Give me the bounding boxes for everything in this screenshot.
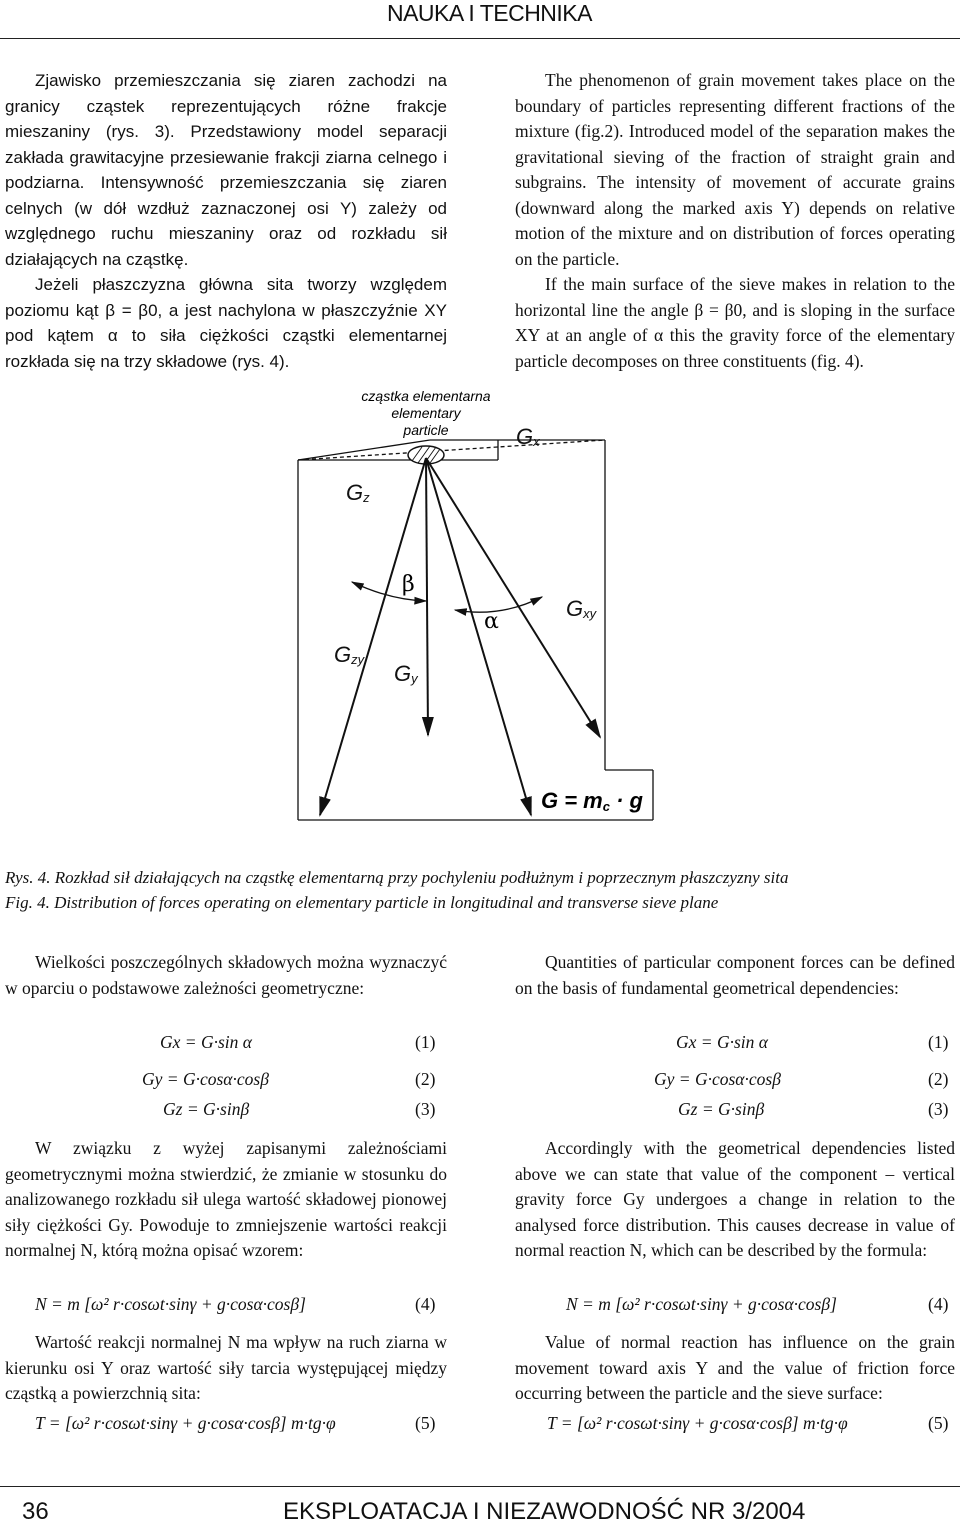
left-eq3: Gz = G·sinβ	[163, 1099, 250, 1119]
left-after-n	[5, 1330, 447, 1407]
left-after-eq	[5, 1136, 447, 1264]
right-eq2-num: (2)	[928, 1069, 949, 1089]
gy-vector	[426, 458, 428, 735]
left-paragraph-1: Zjawisko przemieszczania się ziaren zachodzi na granicy cząstek reprezentujących różne frakcje mieszaniny (rys. 3). Przedstawiony model separacji zakłada grawitacyjne przesiewanie frakcji ziarna celnego i podziarna. Intensywność przemieszczania się ziaren celnych (w dół wzdłuż zaznaczonej osi Y) zależy od względnego ruchu mieszaniny oraz od rozkładu sił działających na cząstkę.	[5, 71, 447, 269]
right-after-n-text: Value of normal reaction has influence on the grain movement toward axis Y and the value of friction force occurring between the particle and the sieve surface:	[515, 1332, 955, 1403]
right-paragraph-1: The phenomenon of grain movement takes place on the boundary of particles representing different fractions of the mixture (fig.2). Introduced model of the separation makes the gravitational sieving of the fraction of straight grain and subgrains. The intensity of movement of accurate grains (downward along the marked axis Y) depends on relative motion of the mixture and on distribution of forces operating on the particle.	[515, 70, 955, 269]
right-intro	[515, 950, 955, 1001]
left-top-text	[5, 68, 447, 374]
right-top-text	[515, 68, 955, 374]
alpha-label: α	[484, 609, 499, 634]
right-eq3: Gz = G·sinβ	[678, 1099, 765, 1119]
left-eq2-num: (2)	[415, 1069, 436, 1089]
right-eq4: N = m [ω² r·cosωt·sinγ + g·cosα·cosβ]	[566, 1294, 837, 1314]
particle-label-en2: particle	[403, 422, 449, 438]
g-vector	[426, 458, 531, 815]
left-after-n-text: Wartość reakcji normalnej N ma wpływ na ruch ziarna w kierunku osi Y oraz wartość siły tarcia występującej między cząstką a powierzchnią sita:	[5, 1332, 447, 1403]
caption-pl: Rys. 4. Rozkład sił działających na cząstkę elementarną przy pochyleniu podłużnym i poprzecznym płaszczyzny sita	[5, 868, 789, 887]
right-eq3-num: (3)	[928, 1099, 949, 1119]
left-eq3-num: (3)	[415, 1099, 436, 1119]
left-eq5: T = [ω² r·cosωt·sinγ + g·cosα·cosβ] m·tg·φ	[35, 1413, 336, 1433]
left-eq5-num: (5)	[415, 1413, 436, 1433]
force-diagram	[0, 380, 960, 840]
gz-label: Gz	[346, 480, 370, 505]
beta-label: β	[402, 572, 415, 597]
right-eq4-num: (4)	[928, 1294, 949, 1314]
right-intro-text: Quantities of particular component forces can be defined on the basis of fundamental geometrical dependencies:	[515, 952, 955, 998]
gzy-label: Gzy	[334, 642, 365, 667]
left-intro	[5, 950, 447, 1001]
top-rule	[0, 38, 960, 39]
gzy-vector	[320, 458, 426, 815]
section-header: NAUKA I TECHNIKA	[386, 0, 592, 26]
right-after-eq	[515, 1136, 955, 1264]
gy-label: Gy	[394, 661, 418, 686]
left-eq4: N = m [ω² r·cosωt·sinγ + g·cosα·cosβ]	[35, 1294, 306, 1314]
right-eq1-num: (1)	[928, 1032, 949, 1052]
left-eq1: Gx = G·sin α	[160, 1032, 252, 1052]
left-eq2: Gy = G·cosα·cosβ	[142, 1069, 269, 1089]
gxy-label: Gxy	[566, 596, 597, 621]
g-formula: G = mc · g	[541, 788, 643, 814]
right-after-eq-text: Accordingly with the geometrical dependencies listed above we can state that value of the component – vertical gravity force Gy undergoes a change in relation to the analysed force distribution. This causes decrease in value of normal reaction N, which can be described by the formula:	[515, 1138, 955, 1260]
right-after-n	[515, 1330, 955, 1407]
left-paragraph-2: Jeżeli płaszczyzna główna sita tworzy względem poziomu kąt β = β0, a jest nachylona w płaszczyźnie XY pod kątem α to siła ciężkości cząstki elementarnej rozkłada się na trzy składowe (rys. 4).	[5, 275, 447, 371]
right-eq2: Gy = G·cosα·cosβ	[654, 1069, 781, 1089]
left-eq4-num: (4)	[415, 1294, 436, 1314]
left-intro-text: Wielkości poszczególnych składowych można wyznaczyć w oparciu o podstawowe zależności geometryczne:	[5, 952, 447, 998]
journal-title: EKSPLOATACJA I NIEZAWODNOŚĆ NR 3/2004	[283, 1498, 806, 1525]
bottom-rule	[0, 1486, 960, 1487]
right-eq5: T = [ω² r·cosωt·sinγ + g·cosα·cosβ] m·tg·φ	[547, 1413, 848, 1433]
page-number: 36	[22, 1498, 49, 1525]
gx-label: Gx	[516, 424, 540, 449]
right-eq5-num: (5)	[928, 1413, 949, 1433]
right-paragraph-2: If the main surface of the sieve makes in relation to the horizontal line the angle β = β0, and is sloping in the surface XY at an angle of α this the gravity force of the elementary particle decomposes on three constituents (fig. 4).	[515, 274, 955, 371]
right-eq1: Gx = G·sin α	[676, 1032, 768, 1052]
caption-en: Fig. 4. Distribution of forces operating on elementary particle in longitudinal and transverse sieve plane	[5, 893, 719, 912]
left-after-eq-text: W związku z wyżej zapisanymi zależnościami geometrycznymi można stwierdzić, że zmianie w stosunku do analizowanego rozkładu sił ulega wartość składowej pionowej siły ciężkości Gy. Powoduje to zmniejszenie wartości reakcji normalnej N, którą można opisać wzorem:	[5, 1138, 447, 1260]
particle-label-en1: elementary	[391, 405, 461, 421]
particle-label-pl: cząstka elementarna	[361, 388, 491, 404]
left-eq1-num: (1)	[415, 1032, 436, 1052]
